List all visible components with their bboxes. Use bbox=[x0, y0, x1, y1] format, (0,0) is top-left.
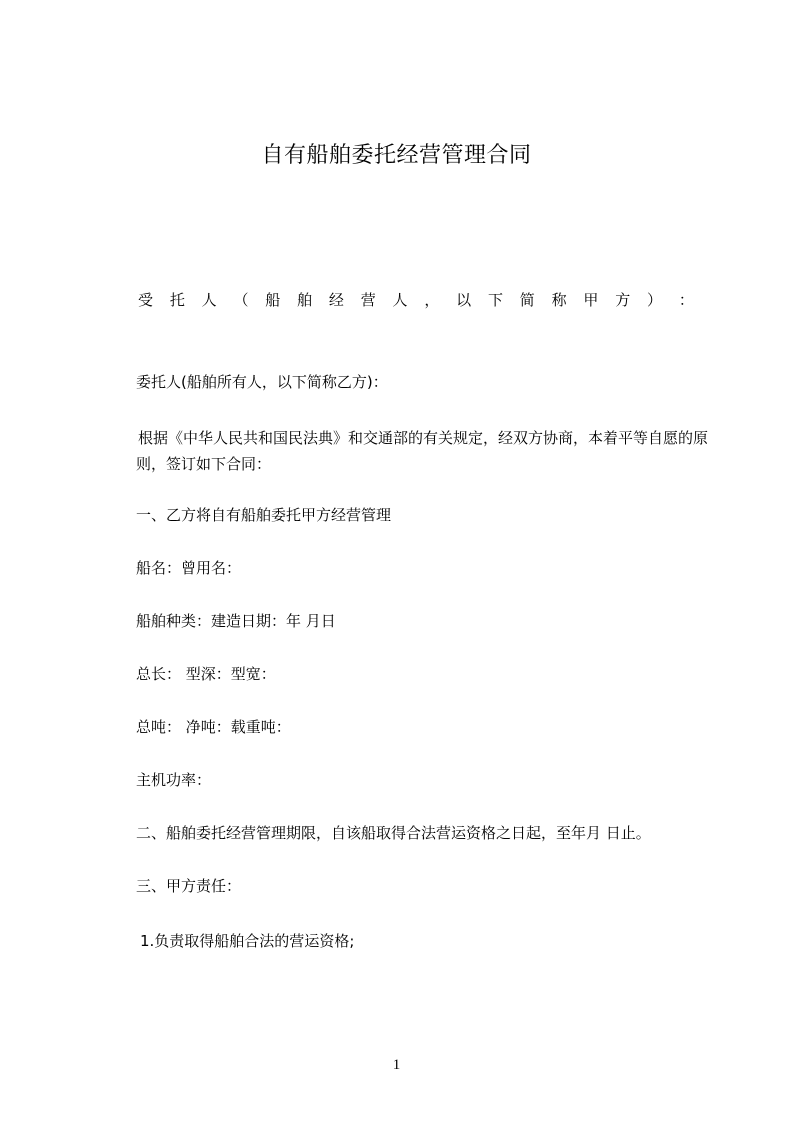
trustee-line-char: ） bbox=[647, 291, 663, 309]
trustee-line-char: 以 bbox=[456, 291, 472, 309]
section2-paragraph: 二、船舶委托经营管理期限，自该船取得合法营运资格之日起，至年月 日止。 bbox=[136, 824, 651, 842]
trustor-line: 委托人(船舶所有人，以下简称乙方)： bbox=[136, 373, 388, 391]
section1-heading: 一、乙方将自有船舶委托甲方经营管理 bbox=[136, 506, 392, 524]
trustee-line-char: 受 bbox=[138, 291, 154, 309]
field-ship-type: 船舶种类：建造日期：年 月日 bbox=[136, 612, 336, 630]
trustee-line-char: 下 bbox=[487, 291, 503, 309]
trustee-line-char: 人 bbox=[392, 291, 408, 309]
trustee-line-char: 人 bbox=[201, 291, 217, 309]
section3-heading: 三、甲方责任： bbox=[136, 877, 242, 895]
section3-item-1: 1.负责取得船舶合法的营运资格; bbox=[140, 932, 355, 950]
trustee-line-char: 船 bbox=[265, 291, 281, 309]
page-number: 1 bbox=[392, 1057, 401, 1073]
trustee-line-char: 简 bbox=[519, 291, 535, 309]
preamble-paragraph: 根据《中华人民共和国民法典》和交通部的有关规定，经双方协商，本着平等自愿的原则，签订如下合同： bbox=[136, 429, 709, 473]
trustee-line-char: （ bbox=[233, 291, 249, 309]
trustee-line-char: 营 bbox=[360, 291, 376, 309]
document-title: 自有船舶委托经营管理合同 bbox=[261, 143, 532, 168]
trustee-line-char: ： bbox=[678, 291, 694, 309]
trustee-line-char: 托 bbox=[169, 291, 185, 309]
field-tonnage: 总吨： 净吨：载重吨： bbox=[136, 718, 291, 736]
trustee-line bbox=[138, 290, 694, 310]
field-dimensions: 总长： 型深：型宽： bbox=[136, 665, 276, 683]
trustee-line-char: ， bbox=[424, 291, 440, 309]
trustee-line-char: 方 bbox=[615, 291, 631, 309]
trustee-line-char: 舶 bbox=[297, 291, 313, 309]
trustee-line-char: 经 bbox=[328, 291, 344, 309]
field-engine-power: 主机功率： bbox=[136, 771, 212, 789]
field-ship-name: 船名：曾用名： bbox=[136, 559, 242, 577]
trustee-line-char: 称 bbox=[551, 291, 567, 309]
trustee-line-char: 甲 bbox=[583, 291, 599, 309]
